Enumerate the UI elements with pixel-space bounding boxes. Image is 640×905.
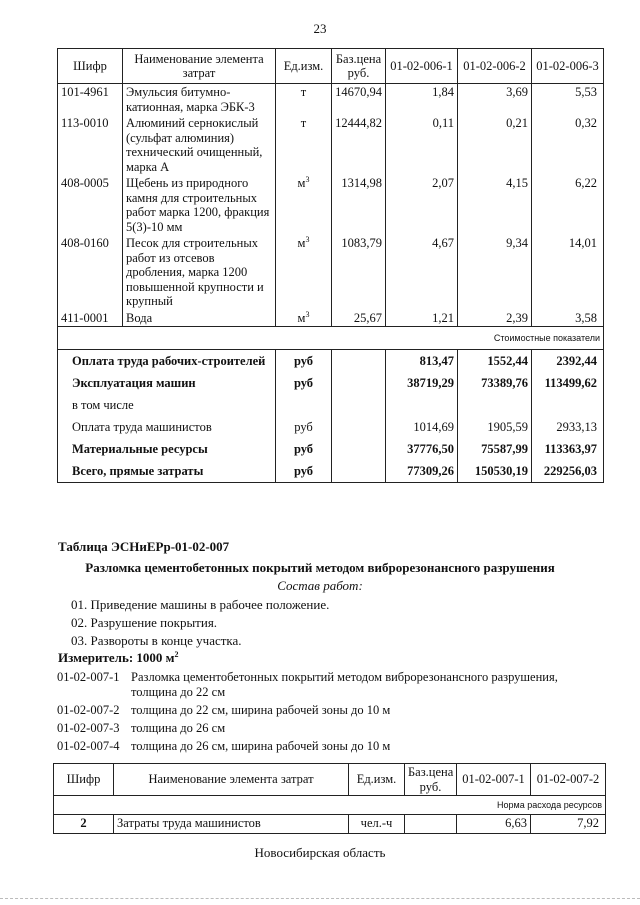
row-name: Эмульсия битумно-катионная, марка ЭБК-3	[123, 84, 276, 116]
row-name: Щебень из природного камня для строительных работ марка 1200, фракция 5(3)-10 мм	[123, 175, 276, 235]
resources-table-2	[53, 763, 606, 834]
summary-body	[58, 350, 604, 483]
header-col2: 01-02-006-2	[458, 49, 532, 84]
row-value-2: 4,15	[458, 175, 532, 235]
row-value-1: 4,67	[386, 235, 458, 310]
row-value-1: 2,07	[386, 175, 458, 235]
summary-row	[58, 438, 604, 460]
row-code: 113-0010	[58, 115, 123, 175]
row-unit: чел.-ч	[349, 815, 405, 834]
row-value-1: 0,11	[386, 115, 458, 175]
summary-value-2: 1905,59	[458, 416, 532, 438]
summary-value-2: 150530,19	[458, 460, 532, 483]
row-price: 25,67	[332, 310, 386, 327]
row-unit	[276, 84, 332, 116]
row-code: 101-4961	[58, 84, 123, 116]
materials-body	[58, 84, 604, 327]
table-name: Разломка цементобетонных покрытий методом виброрезонансного разрушения	[85, 560, 555, 575]
table-row	[58, 84, 604, 116]
header-code: Шифр	[54, 764, 114, 796]
variant-code: 01-02-007-1	[57, 670, 120, 684]
row-value-2: 0,21	[458, 115, 532, 175]
header-col2: 01-02-007-2	[531, 764, 606, 796]
table-row	[54, 815, 606, 834]
unit-text: т	[300, 116, 307, 130]
summary-price	[332, 372, 386, 394]
work-item: 01. Приведение машины в рабочее положение.	[71, 597, 330, 612]
row-name: Затраты труда машинистов	[114, 815, 349, 834]
summary-value-1: 813,47	[386, 350, 458, 373]
summary-unit	[276, 394, 332, 416]
variant-text: толщина до 26 см, ширина рабочей зоны до 10 м	[131, 739, 391, 753]
row-price: 1083,79	[332, 235, 386, 310]
summary-unit: руб	[276, 416, 332, 438]
header-col1: 01-02-007-1	[457, 764, 531, 796]
row-code: 408-0160	[58, 235, 123, 310]
cost-header-row	[58, 327, 604, 350]
page-number: 23	[313, 21, 327, 36]
summary-row	[58, 350, 604, 373]
table-header-row	[54, 764, 606, 796]
summary-value-2	[458, 394, 532, 416]
row-value-1: 1,21	[386, 310, 458, 327]
variant-text: толщина до 22 см, ширина рабочей зоны до 10 м	[131, 703, 391, 717]
meter-label: Измеритель: 1000 $м^2$	[58, 650, 179, 665]
summary-value-1: 77309,26	[386, 460, 458, 483]
row-value-3: 3,58	[532, 310, 604, 327]
unit-superscript: 3	[305, 235, 310, 244]
row-value-1: 1,84	[386, 84, 458, 116]
summary-value-2: 75587,99	[458, 438, 532, 460]
row-value-2: 3,69	[458, 84, 532, 116]
row-value-2: 2,39	[458, 310, 532, 327]
table-title: Таблица ЭСНиЕРр-01-02-007	[58, 539, 230, 554]
unit-superscript: 3	[305, 175, 310, 184]
variant-code: 01-02-007-2	[57, 703, 120, 717]
norm-header: Норма расхода ресурсов	[54, 796, 606, 815]
summary-price	[332, 438, 386, 460]
summary-value-1: 37776,50	[386, 438, 458, 460]
summary-unit: руб	[276, 460, 332, 483]
row-value-2: 9,34	[458, 235, 532, 310]
summary-value-3: 2933,13	[532, 416, 604, 438]
row-value-3: 0,32	[532, 115, 604, 175]
table-row	[58, 310, 604, 327]
summary-label: Всего, прямые затраты	[58, 460, 276, 483]
summary-value-1: 38719,29	[386, 372, 458, 394]
work-item: 03. Развороты в конце участка.	[71, 633, 242, 648]
summary-value-3: 113499,62	[532, 372, 604, 394]
unit-text: т	[300, 85, 307, 99]
row-unit	[276, 310, 332, 327]
table-header-row	[58, 49, 604, 84]
row-code: 411-0001	[58, 310, 123, 327]
row-value-3: 14,01	[532, 235, 604, 310]
summary-row	[58, 372, 604, 394]
summary-label: Оплата труда машинистов	[58, 416, 276, 438]
header-unit: Ед.изм.	[349, 764, 405, 796]
composition-title: Состав работ:	[277, 578, 363, 593]
summary-value-2: 1552,44	[458, 350, 532, 373]
row-price	[405, 815, 457, 834]
row-price: 12444,82	[332, 115, 386, 175]
summary-price	[332, 394, 386, 416]
header-price: Баз.цена руб.	[405, 764, 457, 796]
row-unit	[276, 115, 332, 175]
table-row	[58, 175, 604, 235]
work-item: 02. Разрушение покрытия.	[71, 615, 218, 630]
unit-text: м	[297, 176, 306, 190]
header-price: Баз.цена руб.	[332, 49, 386, 84]
summary-label: Эксплуатация машин	[58, 372, 276, 394]
row-value-1: 6,63	[457, 815, 531, 834]
header-unit: Ед.изм.	[276, 49, 332, 84]
norm-header-row	[54, 796, 606, 815]
header-name: Наименование элемента затрат	[123, 49, 276, 84]
summary-row	[58, 460, 604, 483]
table-row	[58, 235, 604, 310]
row-unit	[276, 235, 332, 310]
summary-label: Материальные ресурсы	[58, 438, 276, 460]
summary-row	[58, 394, 604, 416]
summary-value-3: 2392,44	[532, 350, 604, 373]
summary-value-3: 113363,97	[532, 438, 604, 460]
header-col3: 01-02-006-3	[532, 49, 604, 84]
summary-value-2: 73389,76	[458, 372, 532, 394]
summary-value-1	[386, 394, 458, 416]
row-price: 1314,98	[332, 175, 386, 235]
row-name: Песок для строительных работ из отсевов дробления, марка 1200 повышенной крупности и крупный	[123, 235, 276, 310]
summary-label: Оплата труда рабочих-строителей	[58, 350, 276, 373]
table-row	[58, 115, 604, 175]
resources-table	[57, 48, 604, 483]
region-footer: Новосибирская область	[254, 845, 386, 860]
summary-value-3: 229256,03	[532, 460, 604, 483]
variant-text: толщина до 26 см	[131, 721, 226, 735]
row-value-3: 6,22	[532, 175, 604, 235]
header-code: Шифр	[58, 49, 123, 84]
summary-price	[332, 416, 386, 438]
header-col1: 01-02-006-1	[386, 49, 458, 84]
summary-price	[332, 460, 386, 483]
unit-text: м	[297, 236, 306, 250]
scan-edge-divider	[0, 898, 640, 899]
variant-code: 01-02-007-4	[57, 739, 120, 753]
variant-text: Разломка цементобетонных покрытий методом виброрезонансного разрушения, толщина до 22 см	[131, 670, 558, 699]
unit-text: м	[297, 310, 306, 325]
table2-body	[54, 815, 606, 834]
unit-superscript: 3	[305, 309, 310, 319]
row-value-2: 7,92	[531, 815, 606, 834]
summary-unit: руб	[276, 438, 332, 460]
row-name: Вода	[123, 310, 276, 327]
cost-header: Стоимостные показатели	[58, 327, 604, 350]
summary-row	[58, 416, 604, 438]
summary-unit: руб	[276, 372, 332, 394]
row-code: 2	[54, 815, 114, 834]
summary-value-1: 1014,69	[386, 416, 458, 438]
row-price: 14670,94	[332, 84, 386, 116]
summary-unit: руб	[276, 350, 332, 373]
row-unit	[276, 175, 332, 235]
summary-value-3	[532, 394, 604, 416]
row-code: 408-0005	[58, 175, 123, 235]
row-name: Алюминий сернокислый (сульфат алюминия) технический очищенный, марка А	[123, 115, 276, 175]
row-value-3: 5,53	[532, 84, 604, 116]
summary-label: в том числе	[58, 394, 276, 416]
header-name: Наименование элемента затрат	[114, 764, 349, 796]
variant-code: 01-02-007-3	[57, 721, 120, 735]
summary-price	[332, 350, 386, 373]
